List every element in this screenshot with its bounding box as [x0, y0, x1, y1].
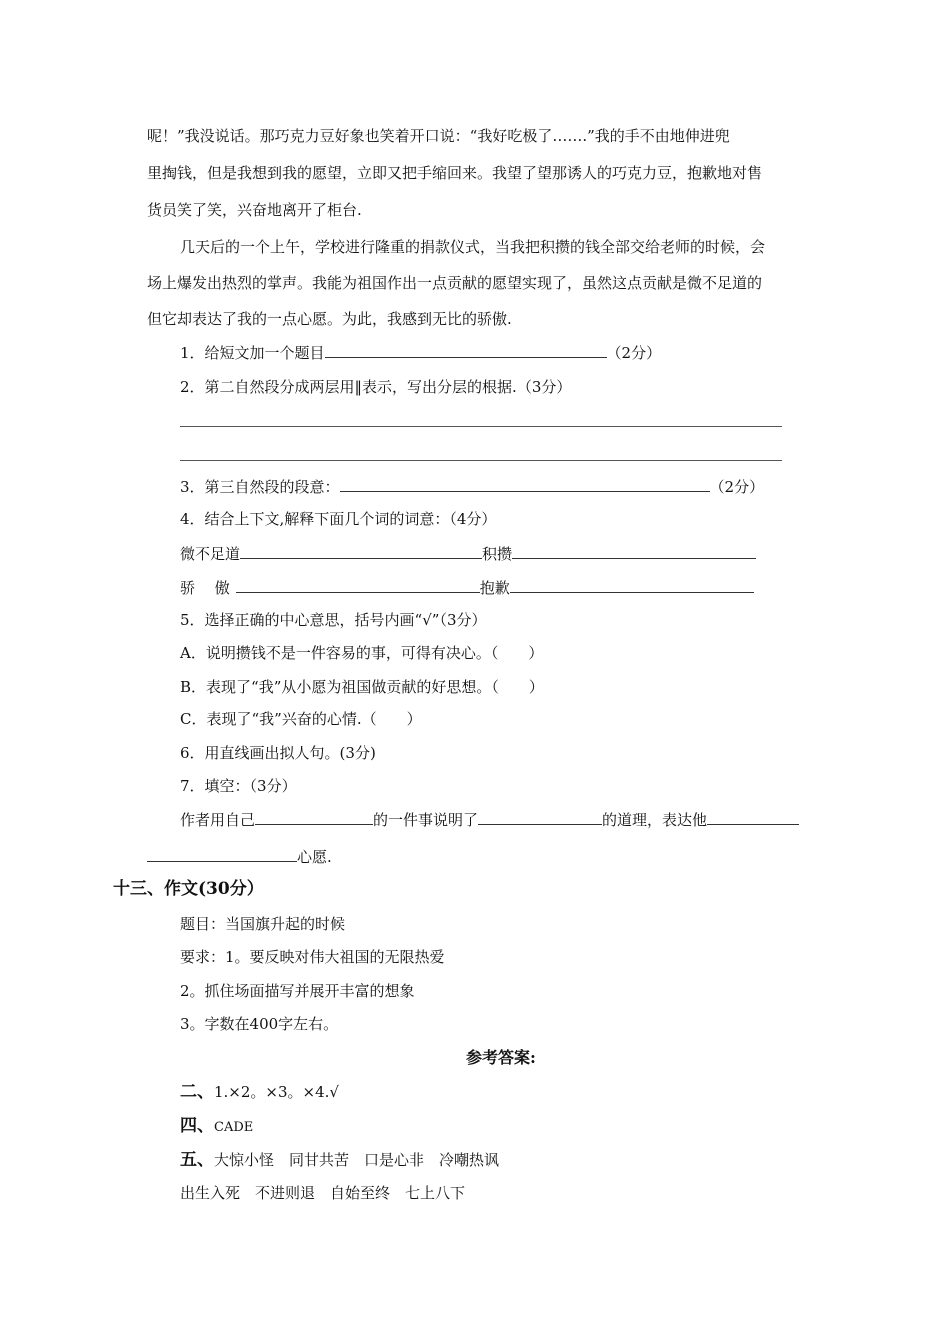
- vocab-row: [180, 542, 756, 565]
- vocab-word: 微不足道: [180, 545, 241, 563]
- answer-row: [180, 1149, 499, 1171]
- answers-heading: 参考答案:: [466, 1048, 536, 1067]
- question-text: 1．给短文加一个题目: [180, 344, 325, 362]
- vocab-row: [180, 576, 754, 599]
- question-3: [180, 475, 764, 498]
- question-6: 6．用直线画出拟人句。(3分): [180, 744, 376, 762]
- fill-text: 的道理，表达他: [602, 811, 708, 829]
- question-1: [180, 341, 661, 364]
- answer-blank[interactable]: [478, 808, 602, 825]
- answer-line[interactable]: [180, 460, 782, 461]
- passage-line: 几天后的一个上午，学校进行隆重的捐款仪式，当我把积攒的钱全部交给老师的时候，会: [180, 238, 766, 256]
- question-text: 3．第三自然段的段意：: [180, 478, 340, 496]
- vocab-word: 骄 傲: [180, 579, 230, 597]
- answer-text: 大惊小怪 同甘共苦 口是心非 冷嘲热讽: [214, 1151, 500, 1169]
- answer-row: 出生入死 不进则退 自始至终 七上八下: [180, 1184, 466, 1202]
- fill-text: 的一件事说明了: [373, 811, 479, 829]
- question-score: （2分）: [709, 478, 765, 496]
- passage-line: 里掏钱，但是我想到我的愿望，立即又把手缩回来。我望了望那诱人的巧克力豆，抱歉地对售: [147, 164, 763, 182]
- answer-blank[interactable]: [240, 542, 482, 559]
- essay-requirement: 3。字数在400字左右。: [180, 1015, 339, 1033]
- answer-line[interactable]: [180, 426, 782, 427]
- answer-row: [180, 1081, 339, 1103]
- answer-label: 五、: [180, 1150, 214, 1170]
- question-2: 2．第二自然段分成两层用‖表示，写出分层的根据.（3分）: [180, 378, 572, 396]
- vocab-word: 积攒: [482, 545, 513, 563]
- answer-label: 二、: [180, 1082, 214, 1102]
- option-a[interactable]: A．说明攒钱不是一件容易的事，可得有决心。（ ）: [180, 644, 544, 662]
- answer-blank[interactable]: [147, 845, 297, 862]
- answer-blank[interactable]: [707, 808, 799, 825]
- answer-blank[interactable]: [340, 475, 710, 492]
- passage-line: 场上爆发出热烈的掌声。我能为祖国作出一点贡献的愿望实现了，虽然这点贡献是微不足道的: [147, 274, 763, 292]
- essay-requirement: 2。抓住场面描写并展开丰富的想象: [180, 982, 415, 1000]
- answer-blank[interactable]: [236, 576, 480, 593]
- answer-blank[interactable]: [325, 341, 607, 358]
- option-c[interactable]: C．表现了“我”兴奋的心情.（ ）: [180, 710, 422, 728]
- answer-blank[interactable]: [512, 542, 756, 559]
- fill-text: 心愿.: [297, 848, 332, 866]
- answer-text: CADE: [214, 1120, 254, 1135]
- question-5: 5．选择正确的中心意思，括号内画“√”（3分）: [180, 611, 487, 629]
- question-score: （2分）: [606, 344, 662, 362]
- question-7: 7．填空：（3分）: [180, 777, 297, 795]
- essay-requirement: 要求：1。要反映对伟大祖国的无限热爱: [180, 948, 445, 966]
- answer-blank[interactable]: [255, 808, 373, 825]
- answer-blank[interactable]: [510, 576, 754, 593]
- question-4: 4．结合上下文,解释下面几个词的词意：（4分）: [180, 510, 497, 528]
- essay-title: 题目：当国旗升起的时候: [180, 915, 346, 933]
- fill-row: [180, 808, 799, 831]
- vocab-word: 抱歉: [479, 579, 510, 597]
- passage-line: 货员笑了笑，兴奋地离开了柜台.: [147, 201, 362, 219]
- answer-label: 四、: [180, 1116, 214, 1136]
- section-heading: 十三、作文(30分）: [113, 879, 264, 899]
- fill-row: [147, 845, 332, 868]
- fill-text: 作者用自己: [180, 811, 256, 829]
- answer-text: 1.×2。×3。×4.√: [214, 1083, 339, 1101]
- option-b[interactable]: B．表现了“我”从小愿为祖国做贡献的好思想。（ ）: [180, 678, 544, 696]
- passage-line: 但它却表达了我的一点心愿。为此，我感到无比的骄傲.: [147, 310, 512, 328]
- passage-line: 呢！”我没说话。那巧克力豆好象也笑着开口说：“我好吃极了…….”我的手不由地伸进兜: [147, 127, 730, 145]
- answer-row: [180, 1115, 253, 1139]
